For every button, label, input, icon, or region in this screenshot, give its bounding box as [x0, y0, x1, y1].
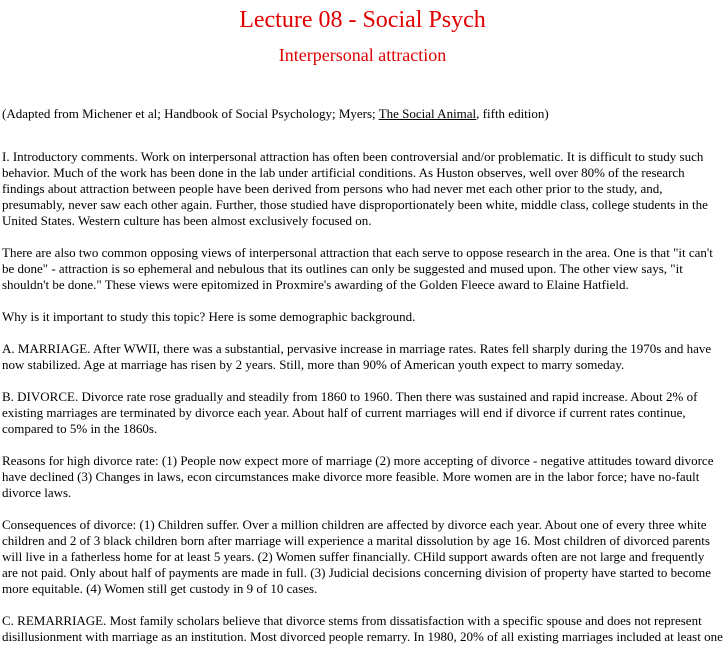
- book-title-the-social-animal: The Social Animal: [378, 106, 477, 121]
- paragraph-why-study: Why is it important to study this topic? Here is some demographic background.: [2, 309, 416, 324]
- paragraph-consequences-divorce: Consequences of divorce: (1) Children suffer. Over a million children are affected by divorce each year. About one of every three white children and 2 of 3 black children born after marriage will experience a marital dissolution by age 16. Most children of divorced parents will live in a fatherless home for at least 5 years. (2) Women suffer financially. CHild support awards often are not large and frequently are not paid. Only about half of payments are made in full. (3) Judicial decisions concerning division of property have started to become more equitable. (4) Women still get custody in 9 of 10 cases.: [2, 517, 712, 596]
- page-title: Lecture 08 - Social Psych: [239, 7, 486, 33]
- paragraph-remarriage: C. REMARRIAGE. Most family scholars believe that divorce stems from dissatisfaction with a specific spouse and does not represent disillusionment with marriage as an institution. Most divorced people remarry. In 1980, 20% of all existing marriages included at least one: [2, 613, 723, 644]
- paragraph-opposing-views: There are also two common opposing views of interpersonal attraction that each serve to oppose research in the area. One is that "it can't be done" - attraction is so ephemeral and nebulous that its outlines can only be suggested and mused upon. The other view says, "it shouldn't be done." These views were epitomized in Proxmire's awarding of the Golden Fleece award to Elaine Hatfield.: [2, 245, 713, 292]
- paragraph-reasons-divorce: Reasons for high divorce rate: (1) People now expect more of marriage (2) more accepting of divorce - negative attitudes toward divorce have declined (3) Changes in laws, econ circumstances make divorce more feasible. More women are in the labor force; have no-fault divorce laws.: [2, 453, 714, 500]
- attribution-suffix: , fifth edition): [476, 106, 549, 121]
- lecture-body: [2, 149, 723, 645]
- source-attribution: [2, 106, 725, 122]
- paragraph-introductory-comments: I. Introductory comments. Work on interpersonal attraction has often been controversial and/or problematic. It is difficult to study such behavior. Much of the work has been done in the lab under artificial conditions. As Huston observes, well over 80% of the research findings about attraction between people have been derived from persons who had never met each other prior to the study, and, presumably, never saw each other again. Further, those studied have disproportionately been white, middle class, college students in the United States. Western culture has been almost exclusively focused on.: [2, 149, 708, 228]
- paragraph-marriage: A. MARRIAGE. After WWII, there was a substantial, pervasive increase in marriage rates. Rates fell sharply during the 1970s and have now stabilized. Age at marriage has risen by 2 years. Still, more than 90% of American youth expect to marry someday.: [2, 341, 712, 372]
- paragraph-divorce: B. DIVORCE. Divorce rate rose gradually and steadily from 1860 to 1960. Then there was sustained and rapid increase. About 2% of existing marriages are terminated by divorce each year. About half of current marriages will end if divorce if current rates continue, compared to 5% in the 1860s.: [2, 389, 698, 436]
- attribution-prefix: (Adapted from Michener et al; Handbook of Social Psychology; Myers;: [2, 106, 379, 121]
- page-subtitle: Interpersonal attraction: [278, 45, 447, 65]
